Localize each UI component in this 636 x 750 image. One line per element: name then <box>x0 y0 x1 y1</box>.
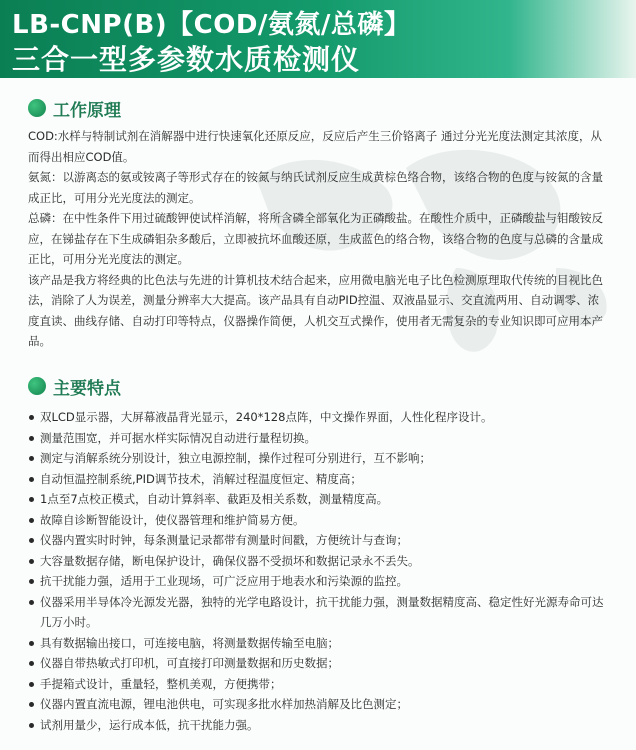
feature-item: 1点至7点校正模式，自动计算斜率、截距及相关系数，测量精度高。 <box>28 489 608 510</box>
section-bullet-icon <box>28 377 46 395</box>
feature-item: 试剂用量少，运行成本低，抗干扰能力强。 <box>28 715 608 736</box>
ammonia-paragraph: 氨氮：以游离态的氨或铵离子等形式存在的铵氮与纳氏试剂反应生成黄棕色络合物，该络合物的色度与铵氮的含量成正比，可用分光光度法的测定。 <box>28 170 603 205</box>
principle-text <box>28 126 606 352</box>
title-banner <box>0 0 636 78</box>
section-bullet-icon <box>28 99 46 117</box>
feature-item: 双LCD显示器，大屏幕液晶背光显示，240*128点阵，中文操作界面，人性化程序设计。 <box>28 407 608 428</box>
feature-item: 抗干扰能力强，适用于工业现场，可广泛应用于地表水和污染源的监控。 <box>28 571 608 592</box>
feature-item: 仪器内置实时时钟，每条测量记录都带有测量时间戳，方便统计与查询； <box>28 530 608 551</box>
feature-item: 仪器自带热敏式打印机，可直接打印测量数据和历史数据； <box>28 653 608 674</box>
features-title: 主要特点 <box>53 378 121 399</box>
feature-item: 仪器采用半导体冷光源发光器，独特的光学电路设计，抗干扰能力强，测量数据精度高、稳定性好光源寿命可达几万小时。 <box>28 592 608 633</box>
feature-item: 自动恒温控制系统,PID调节技术，消解过程温度恒定、精度高； <box>28 469 608 490</box>
feature-item: 手提箱式设计，重量轻，整机美观，方便携带； <box>28 674 608 695</box>
features-list <box>28 407 608 735</box>
feature-item: 仪器内置直流电源，锂电池供电，可实现多批水样加热消解及比色测定； <box>28 694 608 715</box>
features-section-heading <box>28 374 121 398</box>
principle-section-heading <box>28 96 121 120</box>
feature-item: 具有数据输出接口，可连接电脑，将测量数据传输至电脑； <box>28 633 608 654</box>
product-name-title: 三合一型多参数水质检测仪 <box>12 43 361 76</box>
product-model-title: LB-CNP(B)【COD/氨氮/总磷】 <box>12 10 411 40</box>
feature-item: 测量范围宽，并可据水样实际情况自动进行量程切换。 <box>28 428 608 449</box>
feature-item: 大容量数据存储，断电保护设计，确保仪器不受损坏和数据记录永不丢失。 <box>28 551 608 572</box>
phosphorus-paragraph: 总磷：在中性条件下用过硫酸钾使试样消解，将所含磷全部氧化为正磷酸盐。在酸性介质中，正磷酸盐与钼酸铵反应，在锑盐存在下生成磷钼杂多酸后，立即被抗坏血酸还原，生成蓝色的络合物，该络合物的色度与总磷的含量成正比，可用分光光度法的测定。 <box>28 211 603 266</box>
content-area <box>0 78 636 750</box>
principle-title: 工作原理 <box>53 100 121 121</box>
cod-paragraph: COD:水样与特制试剂在消解器中进行快速氧化还原反应，反应后产生三价铬离子 通过分光光度法测定其浓度，从而得出相应COD值。 <box>28 129 602 164</box>
feature-item: 故障自诊断智能设计，使仪器管理和维护简易方便。 <box>28 510 608 531</box>
product-intro-paragraph: 该产品是我方将经典的比色法与先进的计算机技术结合起来，应用微电脑光电子比色检测原理取代传统的目视比色法，消除了人为误差，测量分辨率大大提高。该产品具有自动PID控温、双液晶显示、交直流两用、自动调零、浓度直读、曲线存储、自动打印等特点，仪器操作简便，人机交互式操作，使用者无需复杂的专业知识即可应用本产品。 <box>28 272 603 348</box>
feature-item: 测定与消解系统分别设计，独立电源控制，操作过程可分别进行，互不影响； <box>28 448 608 469</box>
